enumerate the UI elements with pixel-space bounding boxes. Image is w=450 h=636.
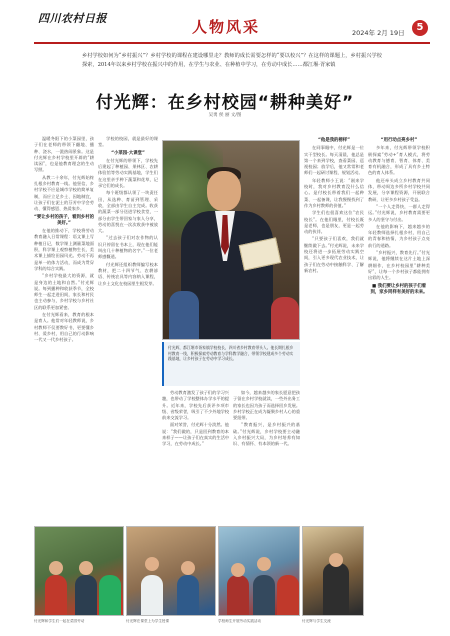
paragraph: “过去孩子们对农作物的认识只停留在书本上，现在他们能叫出几十种植物的名字。”一位老师感慨道。 — [98, 235, 158, 260]
paragraph: 在付光辉的带领下，学校先后建起了种植园、果林区、农耕体验馆等劳动实践基地，学生们在这里亲手种下蔬菜和花草，记录它们的成长。 — [98, 157, 158, 189]
issue-date: 2024年 2月 19日 — [352, 29, 405, 37]
photo-figure-face — [145, 557, 159, 571]
photo-caption: 付光辉，都江堰市胥家镇学校校长，四川省乡村教育带头人。他长期扎根乡村教育一线，积极探索劳动教育与学科教学融合，带领学校建成多个劳动实践基地，让乡村孩子在劳动中学习成长。 — [162, 342, 300, 386]
article-byline: 吴勇 侯 丽 文/图 — [208, 113, 242, 118]
paragraph: 付光辉还组织教师编写校本教材，把二十四节气、农耕谚语、传统农具等内容纳入课程，让乡土文化在校园里生根发芽。 — [98, 261, 158, 286]
photo-figure-face — [207, 171, 241, 211]
page-header — [0, 0, 450, 40]
page-number-badge: 5 — [412, 20, 428, 36]
body-column-5 — [368, 136, 430, 626]
paragraph: 温暖冬阳下的小菜园里，孩子们在老师的带领下翻地、播种、浇水，一派热闹景象。这是付光辉在乡村学校里开辟的“耕读园”，也是他教育理念的生动写照。 — [34, 136, 94, 173]
paragraph: “乡村学校最大的资源，就是身边的土地和自然。”付光辉说。每到播种和收获季节，全校师生一起走进田间，家长和村民也主动参与，乡村学校与乡村社区的联系更加紧密。 — [34, 273, 94, 310]
photo-figure-face — [329, 553, 343, 567]
article-intro: 乡村学校如何为“乡村振兴”？乡村学校的课程在建设哪里走？教师的成长需要怎样的“要以校兴”？在这样的课题上，乡村振兴学校探索，2014年以来乡村学校在振兴中的作用，在学生与农业、在种植中学习，在劳动中成长……都江堰·胥家镇 — [82, 53, 382, 68]
paragraph: 在他的推动下，学校将劳动教育融入日常课程：语文课上写种植日记，数学课上测量菜地面积，科学课上观察植物生长，美术课上描绘田园风光。劳动不再是单一的体力活动，而成为贯穿学科的综合实践。 — [34, 228, 94, 271]
paragraph: 年轻教师小王说：“刚来学校时，我对乡村教育没什么信心。是付校长带着我们一起种菜、一起备课，让我慢慢找到了作为乡村教师的价值。” — [304, 177, 364, 208]
body-column-1 — [34, 136, 94, 520]
paragraph: 每个班级都认领了一块责任田，从选种、育苗到管理、采收，全部由学生自主完成。收获的蔬菜一部分送进学校食堂，一部分由学生带回家与家人分享，劳动的喜悦在一次次收获中被放大。 — [98, 190, 158, 234]
paragraph: 他还牵头成立乡村教育共同体，带动周边多所乡村学校共同发展，分享课程资源，开展联合教研，让更多乡村孩子受益。 — [368, 177, 430, 202]
photo-figure — [277, 575, 299, 615]
portrait-photo — [162, 140, 300, 340]
header-divider — [34, 42, 430, 44]
paragraph: 在他的影响下，越来越多的年轻教师选择扎根乡村，用自己的青春和热情，为乡村孩子点亮前行的道路。 — [368, 223, 430, 248]
body-column-4 — [304, 136, 364, 520]
bottom-caption-3: 学校师生开展劳动实践活动 — [218, 619, 262, 623]
paragraph: “乡村振兴，教育先行。”付光辉说，他将继续在这片土地上深耕细作，在乡村校园里“耕种美好”，让每一个乡村孩子都能拥有出彩的人生。 — [368, 250, 430, 281]
photo-figure-face — [231, 563, 245, 577]
paragraph: 学校的校园，就是最好的课堂。 — [98, 136, 158, 148]
photo-figure — [45, 575, 67, 615]
bottom-photo-1 — [34, 526, 124, 616]
photo-figure — [323, 563, 349, 615]
section-title: 人物风采 — [192, 18, 261, 36]
article-headline: 付光辉：在乡村校园“耕种美好” — [95, 93, 355, 113]
paragraph: “一个人走得快，一群人走得远。”付光辉说，乡村教育需要更多人的坚守与付出。 — [368, 203, 430, 222]
bottom-caption-2: 付光辉在课堂上为学生授课 — [126, 619, 170, 623]
paragraph: 在同事眼中，付光辉是一位实干型校长。每天清晨，他总是第一个来到学校，查看菜园、巡视校园；放学后，他又常常和老师们一起研讨课程、规划活动。 — [304, 145, 364, 176]
closing-quote: ■ 我们要让乡村的孩子们看到，家乡同样有美好的未来。 — [370, 283, 428, 295]
body-column-2 — [98, 136, 158, 520]
subheading: “小菜园·大课堂” — [111, 150, 145, 156]
paragraph: 如今，越来越多的家长愿意把孩子留在乡村学校就读，一些外出务工的家长也因为孩子而选择回乡发展。乡村学校正在成为凝聚乡村人心的重要纽带。 — [233, 390, 300, 421]
photo-figure-face — [49, 561, 63, 575]
photo-figure — [99, 575, 121, 615]
bottom-photo-3 — [218, 526, 300, 616]
photo-figure — [253, 575, 275, 615]
bottom-caption-1: 付光辉和学生们一起在菜园劳动 — [34, 619, 85, 623]
paragraph: “教育振兴，是乡村振兴的基础。”付光辉说，乡村学校要主动融入乡村振兴大局，为乡村培养有知识、有情怀、有本领的新一代。 — [233, 422, 300, 447]
photo-figure — [177, 575, 199, 615]
subheading: “用行动点亮乡村” — [380, 138, 418, 143]
paragraph: 劳动教育激发了孩子们的学习兴趣，也带动了学校整体办学水平的提升。近年来，学校先后获评多项市级、省级荣誉，吸引了不少外地学校前来交流学习。 — [162, 390, 230, 421]
paragraph: 学生们也很喜欢这位“农民校长”。在他们眼里，付校长既是老师，也是朋友，更是一起劳动的伙伴。 — [304, 210, 364, 235]
paragraph: 多年来，付光辉带领学校积极探索“劳动+”育人模式，将劳动教育与德育、智育、体育、美育有机融合，形成了具有乡土特色的育人体系。 — [368, 145, 430, 176]
body-column-3 — [162, 390, 300, 522]
bottom-photo-4 — [302, 526, 364, 616]
photo-figure — [75, 575, 97, 615]
paragraph: 从教二十余年，付光辉始终扎根乡村教育一线。他坚信，乡村学校不应是城市学校的简单复制，而应立足乡土、因地制宜，让孩子们在泥土的芬芳中学会劳动、懂得感恩、热爱家乡。 — [34, 174, 94, 212]
photo-figure — [141, 575, 163, 615]
photo-figure — [227, 575, 249, 615]
subheading: “他是我的榜样” — [317, 138, 351, 143]
photo-figure-face — [79, 561, 93, 575]
paragraph: “只要孩子们喜欢，我们就继续做下去。”付光辉说，未来学校还将进一步拓展劳动实践空间，引入更多现代农业技术，让孩子们在劳动中接触科学、了解新农村。 — [304, 236, 364, 273]
bottom-photo-2 — [126, 526, 216, 616]
bottom-caption-4: 付光辉与学生交流 — [302, 619, 331, 623]
photo-student-right — [271, 297, 299, 340]
masthead: 四川农村日报 — [38, 12, 107, 25]
subheading: “要让乡村的孩子，看到乡村的美好。” — [34, 214, 94, 226]
photo-figure-face — [181, 561, 195, 575]
photo-student-left — [169, 291, 199, 340]
photo-figure-face — [257, 557, 271, 571]
paragraph: 面对荣誉，付光辉十分淡然。他说：“我们做的，只是回到教育的本来样子——让孩子们在真实的生活中学习，在劳动中成长。” — [162, 422, 230, 447]
paragraph: 在付光辉看来，教育的根本是育人。他常对年轻教师说，乡村教师不仅要教好书，更要懂乡村、爱乡村，用自己的行动影响一代又一代乡村孩子。 — [34, 312, 94, 343]
